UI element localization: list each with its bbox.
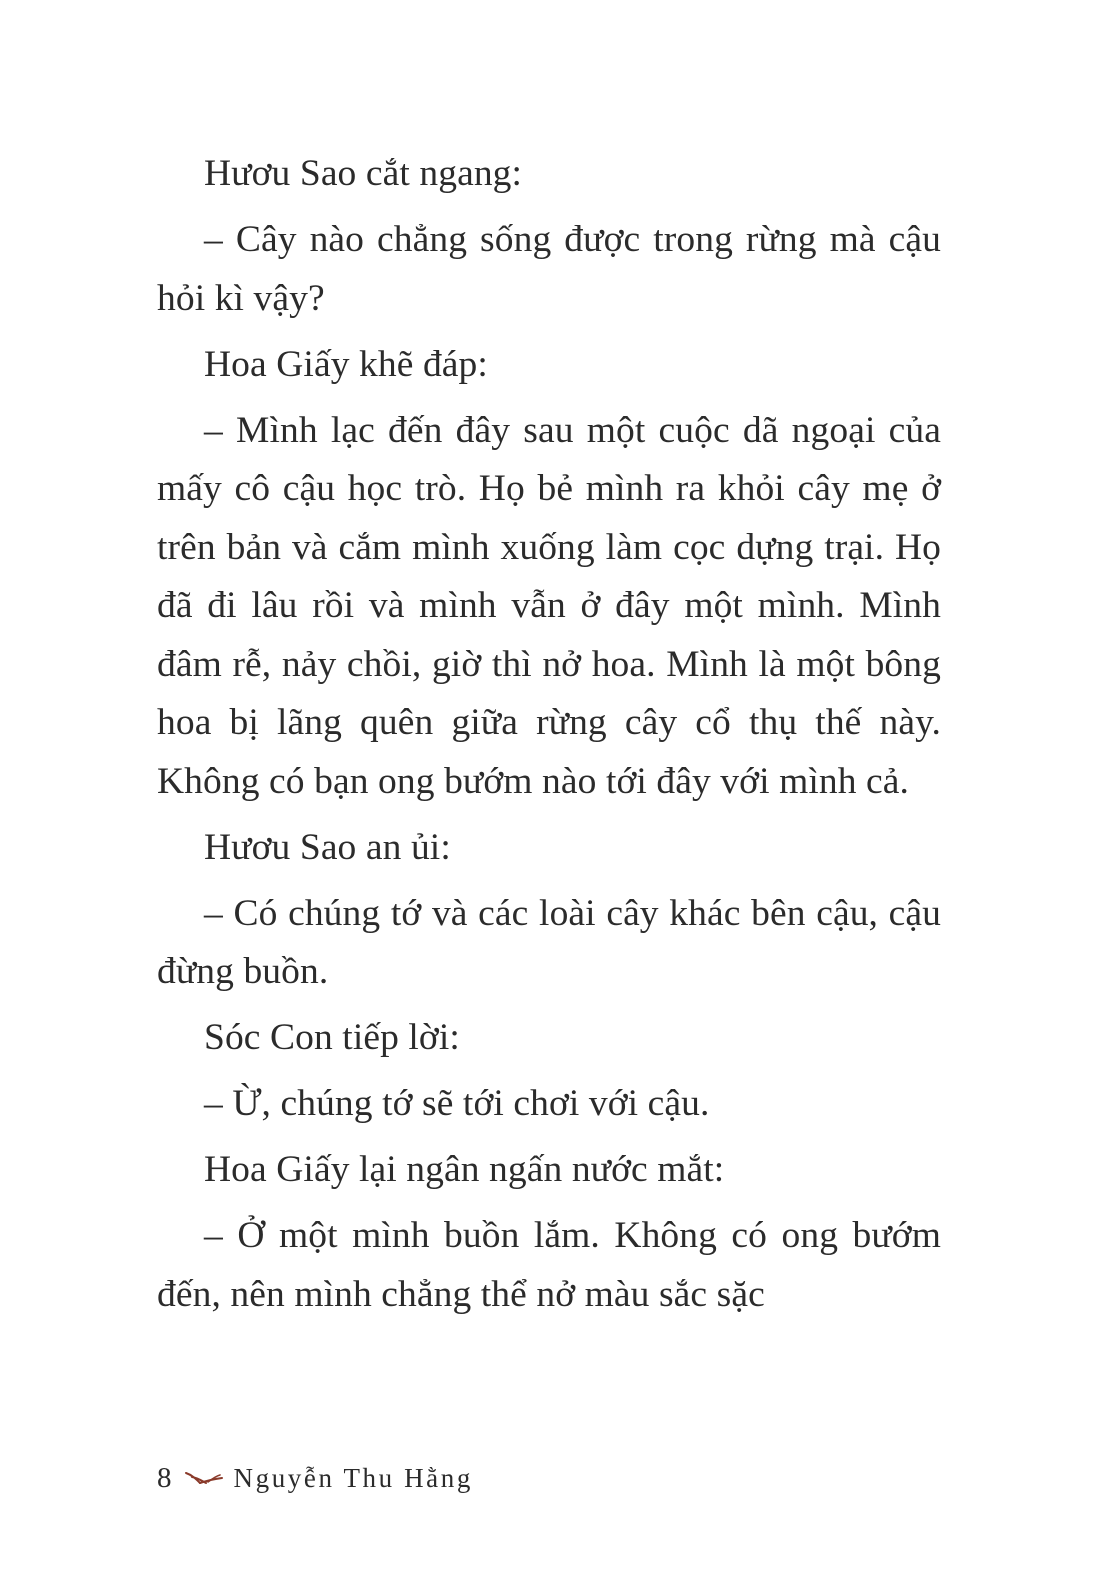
paragraph: – Có chúng tớ và các loài cây khác bên cậu, cậu đừng buồn. — [157, 892, 941, 992]
paragraph: Sóc Con tiếp lời: — [204, 1017, 460, 1058]
paragraph: – Cây nào chẳng sống được trong rừng mà cậu hỏi kì vậy? — [157, 219, 941, 319]
page-number: 8 — [157, 1461, 172, 1494]
author-name: Nguyễn Thu Hằng — [233, 1462, 473, 1493]
paragraph: Hươu Sao cắt ngang: — [204, 153, 523, 194]
page-footer — [157, 1458, 473, 1498]
leaf-ornament-icon — [184, 1469, 224, 1487]
paragraph: Hươu Sao an ủi: — [204, 826, 451, 868]
paragraph: – Ở một mình buồn lắm. Không có ong bướm đến, nên mình chẳng thể nở màu sắc sặc — [157, 1215, 941, 1315]
paragraph: Hoa Giấy lại ngân ngấn nước mắt: — [204, 1149, 725, 1190]
paragraph: – Ừ, chúng tớ sẽ tới chơi với cậu. — [204, 1083, 710, 1124]
paragraph: – Mình lạc đến đây sau một cuộc dã ngoại của mấy cô cậu học trò. Họ bẻ mình ra khỏi cây mẹ ở trên bản và cắm mình xuống làm cọc dựng trại. Họ đã đi lâu rồi và mình vẫn ở đây một mình. Mình đâm rễ, nảy chồi, giờ thì nở hoa. Mình là một bông hoa bị lãng quên giữa rừng cây cổ thụ thế này. Không có bạn ong bướm nào tới đây với mình cả. — [157, 409, 941, 802]
paragraph: Hoa Giấy khẽ đáp: — [204, 343, 488, 385]
body-text — [157, 145, 941, 1332]
